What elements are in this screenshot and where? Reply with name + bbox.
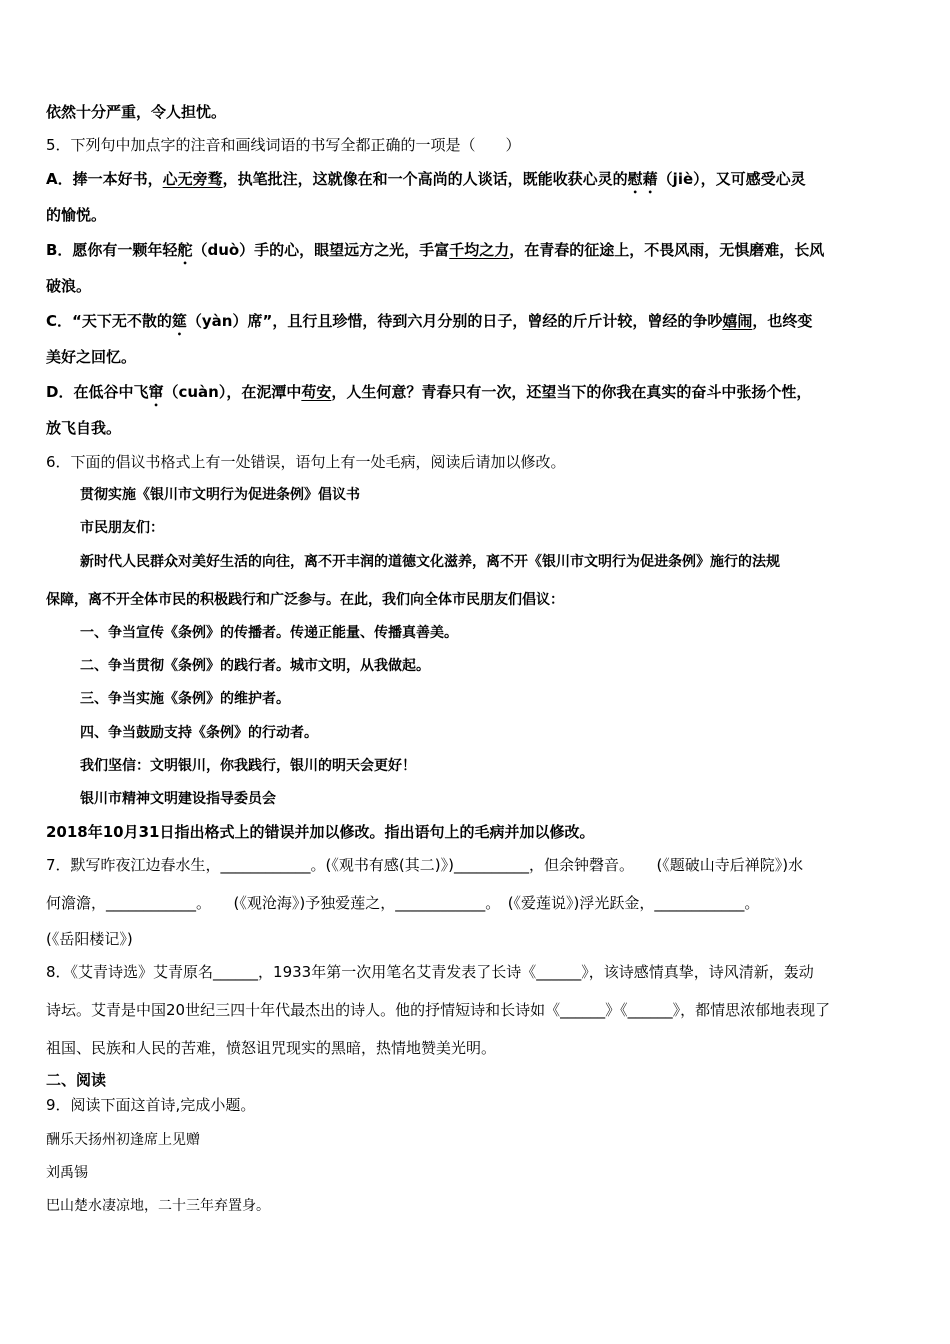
question-8-line-2: 诗坛。艾青是中国20世纪三四十年代最杰出的诗人。他的抒情短诗和长诗如《______》《______》，都情思浓郁地表现了 xyxy=(46,1001,831,1019)
question-9-stem: 9．阅读下面这首诗,完成小题。 xyxy=(46,1096,256,1114)
option-5a-line-2: 的愉悦。 xyxy=(46,206,107,224)
question-8-line-1: 8．《艾青诗选》艾青原名______，1933年第一次用笔名艾青发表了长诗《______》，该诗感情真挚，诗风清新，轰动 xyxy=(46,963,814,981)
option-5c-line-1 xyxy=(46,311,812,339)
dotted-word: 舵 xyxy=(177,241,193,259)
proposal-item-1: 一、争当宣传《条例》的传播者。传递正能量、传播真善美。 xyxy=(80,625,458,641)
proposal-belief: 我们坚信：文明银川，你我践行，银川的明天会更好！ xyxy=(80,758,416,774)
poem-title: 酬乐天扬州初逢席上见赠 xyxy=(46,1132,200,1148)
question-6-task: 2018年10月31日指出格式上的错误并加以修改。指出语句上的毛病并加以修改。 xyxy=(46,823,595,841)
question-7-line-3: (《岳阳楼记》) xyxy=(46,930,133,948)
text-segment: D．在低谷中飞 xyxy=(46,383,149,401)
text-segment: ，也终变 xyxy=(752,312,813,330)
underlined-word: 嬉闹 xyxy=(722,312,753,330)
proposal-title: 贯彻实施《银川市文明行为促进条例》倡议书 xyxy=(80,487,360,503)
option-5c-line-2: 美好之回忆。 xyxy=(46,348,137,366)
question-7-line-1: 7．默写昨夜江边春水生，____________。(《观书有感(其二)》)__________，但余钟磬音。 (《题破山寺后禅院》)水 xyxy=(46,856,804,874)
text-segment: A．捧一本好书， xyxy=(46,170,163,188)
text-segment: ，人生何意？青春只有一次，还望当下的你我在真实的奋斗中张扬个性， xyxy=(331,383,812,401)
text-segment: C．“天下无不散的 xyxy=(46,312,172,330)
poem-line-1: 巴山楚水凄凉地，二十三年弃置身。 xyxy=(46,1198,270,1214)
option-5b-line-2: 破浪。 xyxy=(46,277,92,295)
question-5-stem: 5．下列句中加点字的注音和画线词语的书写全都正确的一项是（ ） xyxy=(46,136,521,154)
question-7-line-2: 何澹澹，____________。 (《观沧海》)予独爱莲之，____________。 (《爱莲说》)浮光跃金，____________。 xyxy=(46,894,760,912)
text-segment: （jiè），又可感受心灵 xyxy=(657,170,806,188)
option-5b-line-1 xyxy=(46,240,824,268)
proposal-item-4: 四、争当鼓励支持《条例》的行动者。 xyxy=(80,725,318,741)
dotted-word: 慰藉 xyxy=(627,170,658,188)
option-5a-line-1 xyxy=(46,169,806,197)
proposal-item-3: 三、争当实施《条例》的维护者。 xyxy=(80,691,290,707)
underlined-word: 心无旁骛 xyxy=(162,170,223,188)
proposal-item-2: 二、争当贯彻《条例》的践行者。城市文明，从我做起。 xyxy=(80,658,430,674)
proposal-paragraph-line-1: 新时代人民群众对美好生活的向往，离不开丰润的道德文化滋养，离不开《银川市文明行为促进条例》施行的法规 xyxy=(80,554,780,570)
proposal-salutation: 市民朋友们： xyxy=(80,520,164,536)
dotted-word: 窜 xyxy=(148,383,164,401)
proposal-paragraph-line-2: 保障，离不开全体市民的积极践行和广泛参与。在此，我们向全体市民朋友们倡议： xyxy=(46,592,564,608)
text-segment: （duò）手的心，眼望远方之光，手富 xyxy=(192,241,450,259)
text-segment: ，在青春的征途上，不畏风雨，无惧磨难，长风 xyxy=(509,241,825,259)
text-segment: （yàn）席”，且行且珍惜，待到六月分别的日子，曾经的斤斤计较，曾经的争吵 xyxy=(186,312,723,330)
text-segment: ，执笔批注，这就像在和一个高尚的人谈话，既能收获心灵的 xyxy=(222,170,628,188)
option-5d-line-1 xyxy=(46,382,811,410)
text-segment: B．愿你有一颗年轻 xyxy=(46,241,178,259)
dotted-word: 筵 xyxy=(171,312,187,330)
option-5d-line-2: 放飞自我。 xyxy=(46,419,122,437)
section-heading: 二、阅读 xyxy=(46,1071,107,1089)
poem-author: 刘禹锡 xyxy=(46,1165,88,1181)
text-line: 依然十分严重，令人担忧。 xyxy=(46,103,227,121)
underlined-word: 千均之力 xyxy=(449,241,510,259)
underlined-word: 苟安 xyxy=(301,383,332,401)
proposal-signature: 银川市精神文明建设指导委员会 xyxy=(80,791,276,807)
question-6-stem: 6．下面的倡议书格式上有一处错误，语句上有一处毛病，阅读后请加以修改。 xyxy=(46,453,566,471)
question-8-line-3: 祖国、民族和人民的苦难，愤怒诅咒现实的黑暗，热情地赞美光明。 xyxy=(46,1039,497,1057)
text-segment: （cuàn），在泥潭中 xyxy=(163,383,302,401)
